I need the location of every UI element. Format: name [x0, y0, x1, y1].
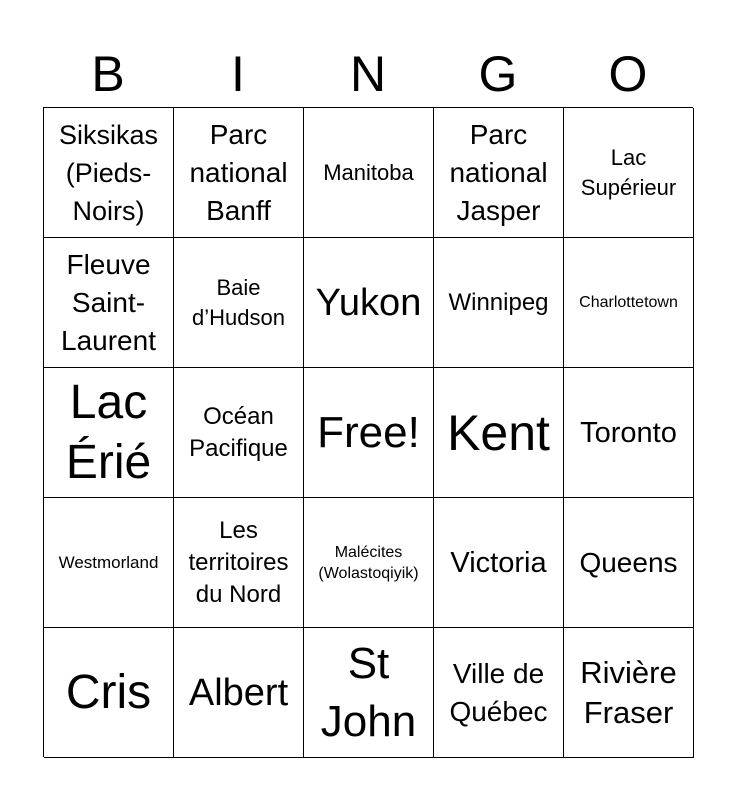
- cell-text: Parc national Jasper: [449, 118, 548, 226]
- cell-text: Ville de Québec: [449, 657, 548, 727]
- bingo-cell[interactable]: [564, 368, 694, 498]
- cell-text: Rivière Fraser: [580, 654, 677, 730]
- bingo-cell[interactable]: [174, 108, 304, 238]
- cell-text: Lac Supérieur: [580, 144, 677, 200]
- bingo-cell[interactable]: [44, 368, 174, 498]
- cell-text: Les territoires du Nord: [188, 516, 289, 608]
- cell-text: Baie d’Hudson: [192, 274, 285, 330]
- cell-text: Océan Pacifique: [189, 402, 288, 462]
- cell-text: Victoria: [450, 546, 547, 579]
- bingo-cell[interactable]: [304, 628, 434, 758]
- bingo-cell[interactable]: [564, 238, 694, 368]
- bingo-cell[interactable]: [434, 238, 564, 368]
- header-letter-n: N: [349, 46, 387, 102]
- cell-text: Charlottetown: [579, 294, 678, 311]
- bingo-cell[interactable]: [304, 238, 434, 368]
- cell-text: Yukon: [315, 281, 422, 324]
- bingo-cell[interactable]: [44, 628, 174, 758]
- bingo-cell[interactable]: [304, 498, 434, 628]
- bingo-header: [43, 40, 693, 108]
- bingo-cell[interactable]: [564, 108, 694, 238]
- cell-text: Toronto: [580, 416, 677, 449]
- cell-text: Manitoba: [323, 159, 414, 185]
- bingo-cell[interactable]: [564, 628, 694, 758]
- bingo-cell[interactable]: [174, 238, 304, 368]
- cell-text: Parc national Banff: [189, 118, 288, 226]
- cell-text: Malécites (Wolastoqiyik): [318, 543, 419, 582]
- bingo-cell[interactable]: [304, 108, 434, 238]
- bingo-cell[interactable]: [44, 238, 174, 368]
- header-letter-b: B: [91, 46, 125, 102]
- bingo-cell[interactable]: [564, 498, 694, 628]
- bingo-cell[interactable]: [44, 498, 174, 628]
- header-letter-o: O: [608, 46, 648, 102]
- cell-text: Albert: [188, 671, 289, 714]
- cell-text: Winnipeg: [448, 288, 549, 316]
- bingo-cell[interactable]: [434, 108, 564, 238]
- cell-text: Fleuve Saint-Laurent: [61, 248, 156, 356]
- cell-text: Queens: [579, 546, 678, 578]
- cell-text: Kent: [447, 404, 550, 461]
- bingo-cell[interactable]: [434, 498, 564, 628]
- bingo-cell[interactable]: [174, 368, 304, 498]
- bingo-cell[interactable]: [434, 628, 564, 758]
- cell-text: Siksikas (Pieds-Noirs): [58, 119, 159, 226]
- header-letter-i: I: [231, 46, 245, 102]
- bingo-cell[interactable]: [174, 498, 304, 628]
- bingo-cell[interactable]: [304, 368, 434, 498]
- bingo-cell[interactable]: [44, 108, 174, 238]
- cell-text: Westmorland: [58, 553, 159, 572]
- bingo-board: [43, 107, 693, 757]
- cell-text: Lac Érié: [65, 375, 152, 489]
- cell-text: Free!: [317, 407, 420, 457]
- header-letter-g: G: [478, 46, 518, 102]
- bingo-cell[interactable]: [174, 628, 304, 758]
- cell-text: St John: [320, 638, 417, 746]
- cell-text: Cris: [65, 665, 152, 719]
- bingo-cell[interactable]: [434, 368, 564, 498]
